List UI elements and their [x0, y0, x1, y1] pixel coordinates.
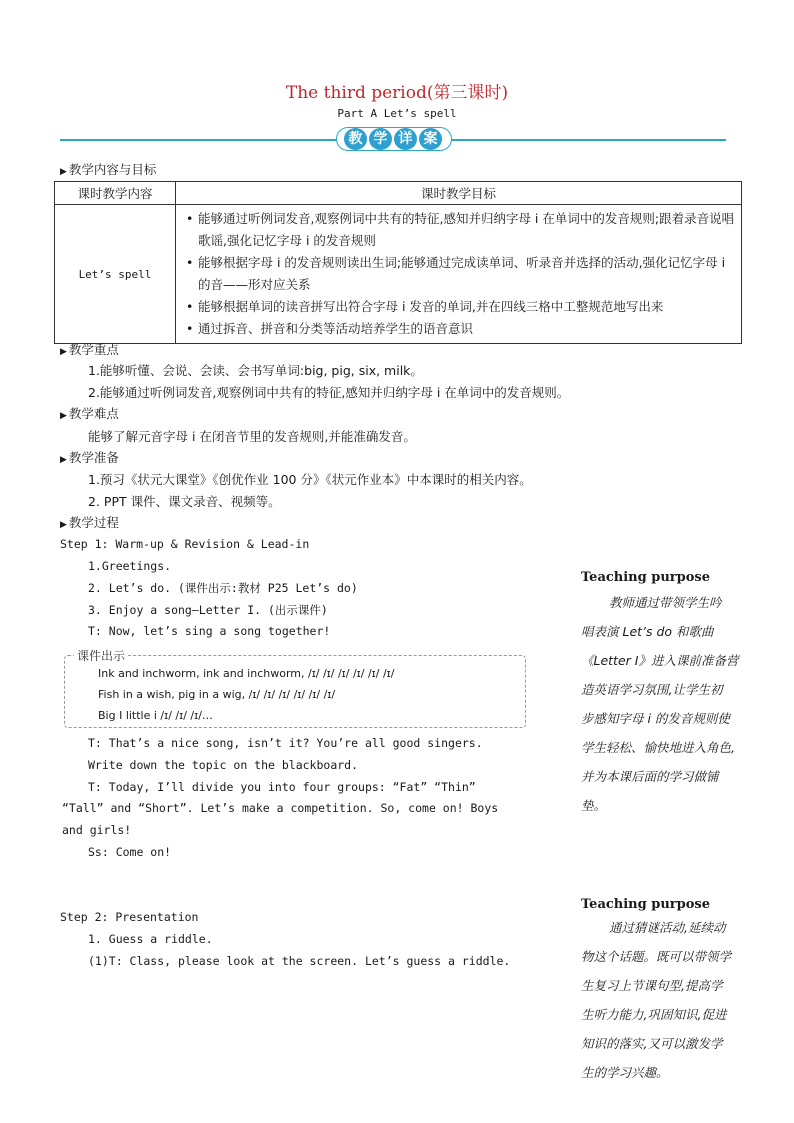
objective-item: • 能够根据单词的读音拼写出符合字母 i 发音的单词,并在四线三格中工整规范地写出来 [186, 299, 664, 314]
song-line: Ink and inchworm, ink and inchworm, /ɪ/ /ɪ/ /ɪ/ /ɪ/ /ɪ/ /ɪ/ [98, 667, 395, 680]
teaching-purpose-heading: Teaching purpose [581, 897, 710, 912]
teaching-purpose-body: 教师通过带领学生吟 唱表演 Let’s do 和歌曲 《Letter I》进入课前准备营 造英语学习氛围,让学生初 步感知字母 i 的发音规则使 学生轻松、愉快地进入角色, 并为本课后面的学习做铺 垫。 [581, 595, 739, 813]
objective-item: • 通过拆音、拼音和分类等活动培养学生的语音意识 [186, 321, 474, 336]
step1-line: 1.Greetings. [88, 559, 172, 573]
banner-char: 详 [394, 128, 417, 150]
goals-table [54, 181, 742, 344]
section-heading-difficulties: ▶ 教学难点 [60, 406, 119, 421]
lesson-cell: Let’s spell [55, 205, 176, 344]
step1-after: and girls! [62, 823, 132, 837]
step1-title: Step 1: Warm-up & Revision & Lead-in [60, 537, 310, 551]
key-point-2: 2.能够通过听例词发音,观察例词中共有的特征,感知并归纳字母 i 在单词中的发音规则。 [88, 385, 570, 400]
teaching-purpose-heading: Teaching purpose [581, 570, 710, 585]
key-point-1: 1.能够听懂、会说、会读、会书写单词:big, pig, six, milk。 [88, 363, 423, 378]
triangle-bullet-icon: ▶ [60, 347, 67, 357]
courseware-box-label: 课件出示 [74, 647, 128, 664]
objective-item: • 能够根据字母 i 的发音规则读出生词;能够通过完成读单词、听录音并选择的活动,强化记忆字母 i 的音——形对应关系 [186, 255, 726, 292]
step2-line: (1)T: Class, please look at the screen. Let’s guess a riddle. [88, 954, 511, 968]
banner-char: 教 [344, 128, 367, 150]
section-heading-process: ▶ 教学过程 [60, 515, 119, 530]
preparation-2: 2. PPT 课件、课文录音、视频等。 [88, 494, 281, 509]
objective-item: • 能够通过听例词发音,观察例词中共有的特征,感知并归纳字母 i 在单词中的发音规则;跟着录音说唱歌谣,强化记忆字母 i 的发音规则 [186, 211, 735, 248]
difficulty-text: 能够了解元音字母 i 在闭音节里的发音规则,并能准确发音。 [88, 429, 416, 444]
step1-after: Ss: Come on! [88, 845, 172, 859]
lesson-plan-banner [336, 127, 452, 151]
step1-after: T: That’s a nice song, isn’t it? You’re all good singers. [88, 736, 483, 750]
triangle-bullet-icon: ▶ [60, 167, 67, 177]
table-header-goals: 课时教学目标 [176, 182, 742, 205]
step1-after: T: Today, I’ll divide you into four groups: “Fat” “Thin” [88, 780, 476, 794]
banner-char: 案 [419, 128, 442, 150]
step2-line: 1. Guess a riddle. [88, 932, 213, 946]
table-header-content: 课时教学内容 [55, 182, 176, 205]
triangle-bullet-icon: ▶ [60, 455, 67, 465]
page-title: The third period(第三课时) [285, 83, 509, 103]
step2-title: Step 2: Presentation [60, 910, 199, 924]
step1-after: “Tall” and “Short”. Let’s make a competition. So, come on! Boys [62, 801, 499, 815]
step1-line: 2. Let’s do. (课件出示:教材 P25 Let’s do) [88, 581, 358, 595]
page-subtitle: Part A Let’s spell [337, 107, 457, 120]
section-heading-key-points: ▶ 教学重点 [60, 342, 119, 357]
objectives-cell [176, 205, 742, 344]
section-heading-preparation: ▶ 教学准备 [60, 450, 119, 465]
triangle-bullet-icon: ▶ [60, 520, 67, 530]
banner-char: 学 [369, 128, 392, 150]
teaching-purpose-body: 通过猜谜活动,延续动 物这个话题。既可以带领学 生复习上节课句型,提高学 生听力能力,巩固知识,促进 知识的落实,又可以激发学 生的学习兴趣。 [581, 920, 732, 1080]
preparation-1: 1.预习《状元大课堂》《创优作业 100 分》《状元作业本》中本课时的相关内容。 [88, 472, 532, 487]
step1-line: 3. Enjoy a song—Letter I. (出示课件) [88, 603, 328, 617]
song-line: Big I little i /ɪ/ /ɪ/ /ɪ/… [98, 709, 213, 722]
step1-line: T: Now, let’s sing a song together! [88, 624, 331, 638]
triangle-bullet-icon: ▶ [60, 411, 67, 421]
step1-after: Write down the topic on the blackboard. [88, 758, 359, 772]
section-heading-content-goals: ▶ 教学内容与目标 [60, 162, 157, 177]
song-line: Fish in a wish, pig in a wig, /ɪ/ /ɪ/ /ɪ/ /ɪ/ /ɪ/ /ɪ/ [98, 688, 336, 701]
